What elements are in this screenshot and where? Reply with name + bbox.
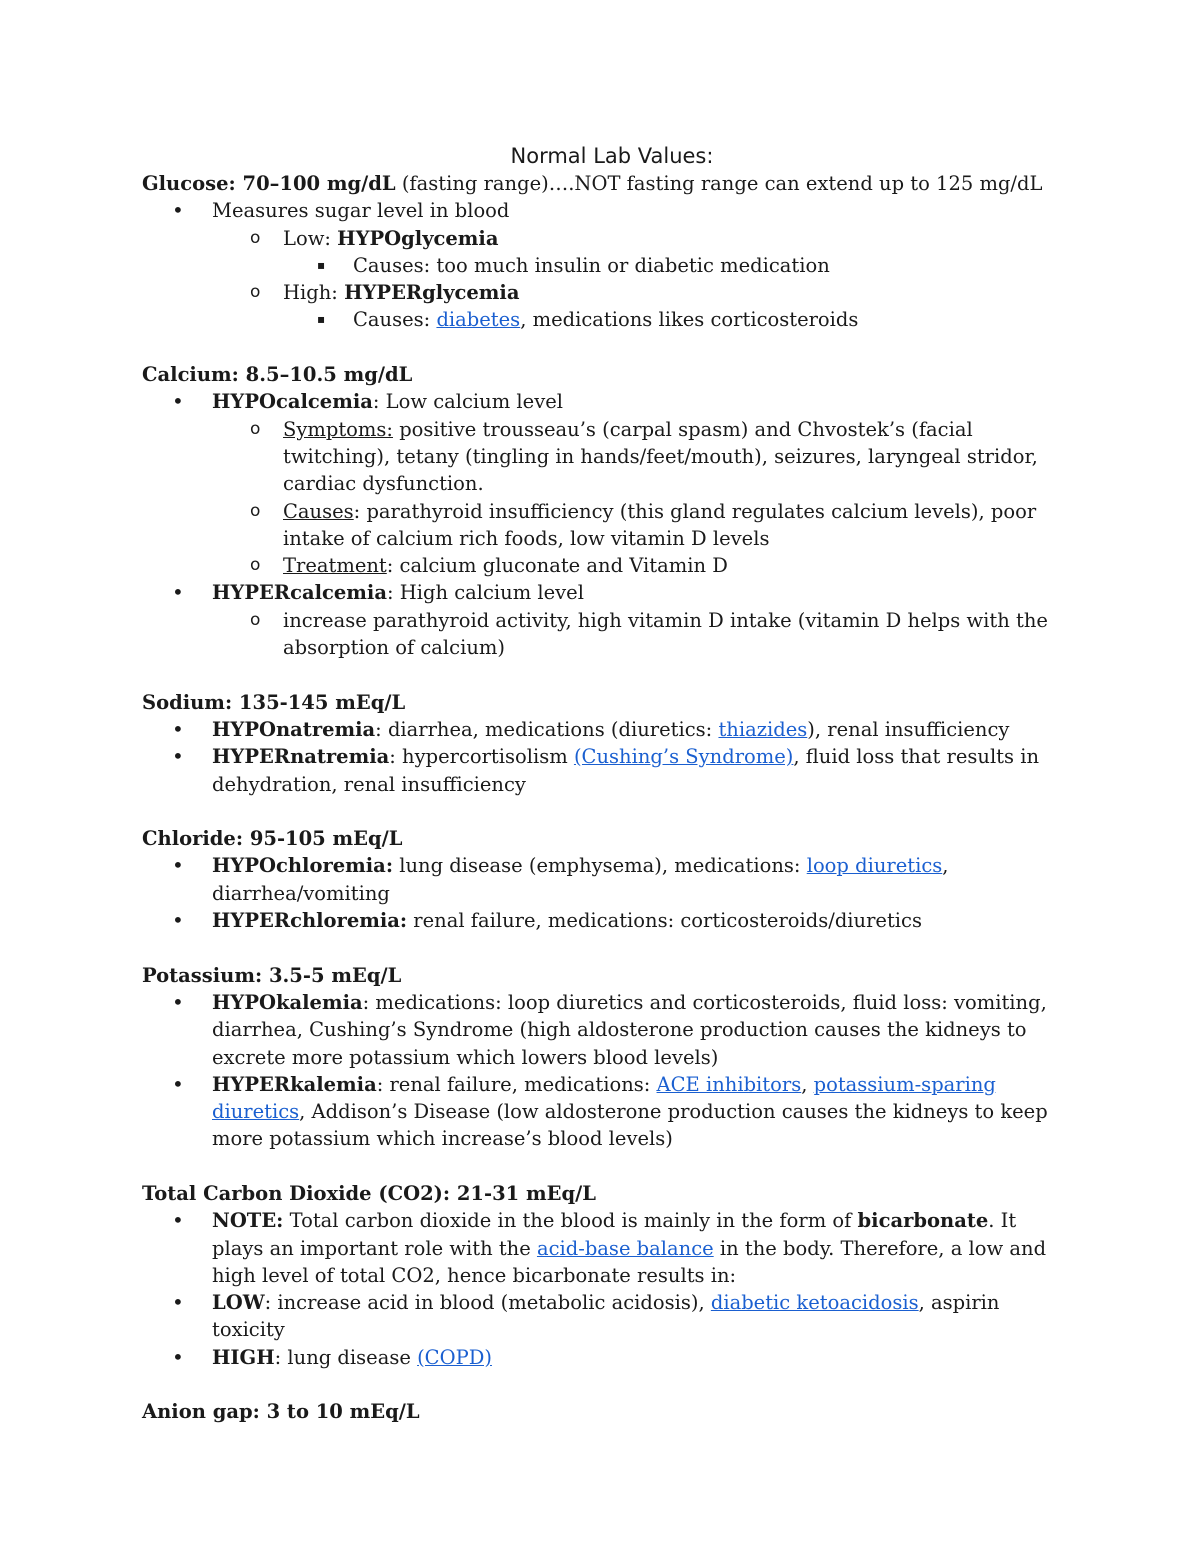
circle-marker: o [250,555,261,576]
hypokalemia-text: : medications: loop diuretics and corticosteroids, fluid loss: vomiting, diarrhea, Cushing’s Syndrome (high aldosterone production causes the kidneys to excrete more potassium which lowers blood levels) [212,990,1047,1069]
chloride-heading-text: Chloride: 95-105 mEq/L [142,827,403,851]
glucose-heading [142,170,1072,197]
link-thiazides[interactable]: thiazides [718,717,808,741]
bullet-marker: • [172,1071,184,1096]
bullet-marker: • [172,716,184,741]
list-item [142,225,1072,252]
anion-gap-heading [142,1398,1072,1425]
link-cushings-syndrome[interactable]: (Cushing’s Syndrome) [573,745,794,769]
hypokalemia-term: HYPOkalemia [212,990,363,1014]
list-item [142,989,1072,1071]
co2-list [142,1207,1072,1371]
co2-low-text: : increase acid in blood (metabolic acidosis), [264,1291,711,1315]
co2-high-text: : lung disease [274,1345,418,1369]
bullet-marker: • [172,989,184,1014]
hypernatremia-term: HYPERnatremia [212,745,390,769]
bicarbonate-term: bicarbonate [857,1209,989,1233]
hypochloremia-text: lung disease (emphysema), medications: [393,854,807,878]
link-diabetic-ketoacidosis[interactable]: diabetic ketoacidosis [710,1291,919,1315]
symptoms-text: positive trousseau’s (carpal spasm) and Chvostek’s (facial twitching), tetany (tingling in hands/feet/mouth), seizures, laryngeal stridor, cardiac dysfunction. [283,417,1038,496]
hyperkalemia-suffix: , Addison’s Disease (low aldosterone production causes the kidneys to keep more potassium which increase’s blood levels) [212,1100,1048,1151]
bullet-marker: • [172,580,184,605]
list-item [142,197,1072,224]
list-item [142,1071,1072,1153]
calcium-heading [142,361,1072,388]
chloride-heading [142,825,1072,852]
hyperchloremia-text: renal failure, medications: corticosteroids/diuretics [407,909,922,933]
co2-heading-text: Total Carbon Dioxide (CO2): 21-31 mEq/L [142,1181,596,1205]
list-item [142,388,1072,415]
circle-marker: o [250,418,261,439]
co2-note-suffix: in the body. Therefore, a low and high level of total CO2, hence bicarbonate results in: [212,1236,1047,1287]
link-diabetes[interactable]: diabetes [436,308,521,332]
calcium-heading-text: Calcium: 8.5–10.5 mg/dL [142,363,413,387]
glucose-list [142,197,1072,333]
potassium-heading [142,962,1072,989]
circle-marker: o [250,500,261,521]
symptoms-label: Symptoms: [283,417,393,441]
bullet-marker: • [172,1208,184,1233]
circle-marker: o [250,609,261,630]
hyponatremia-suffix: ), renal insufficiency [807,717,1010,741]
circle-marker: o [250,227,261,248]
list-item [142,743,1072,798]
page-title: Normal Lab Values: [510,144,714,168]
treatment-label: Treatment [283,554,387,578]
glucose-note: (fasting range)….NOT fasting range can extend up to 125 mg/dL [395,172,1043,195]
hyperglycemia-term: HYPERglycemia [344,281,520,305]
hypercalcemia-term: HYPERcalcemia [212,581,387,605]
glucose-label: Glucose: [142,172,243,195]
bullet-marker: • [172,389,184,414]
bullet-marker: • [172,1290,184,1315]
hyperkalemia-separator: , [801,1072,814,1096]
co2-note-middle: . It plays an important role with the [212,1209,1017,1260]
link-ace-inhibitors[interactable]: ACE inhibitors [656,1072,802,1096]
sodium-heading [142,689,1072,716]
link-potassium-sparing-diuretics[interactable]: potassium-sparing diuretics [212,1072,996,1124]
circle-marker: o [250,282,261,303]
potassium-list [142,989,1072,1153]
link-copd[interactable]: (COPD) [417,1345,492,1369]
list-item [142,716,1072,743]
list-item [142,607,1072,662]
hyperglycemia-causes-prefix: Causes: [353,308,437,332]
hypercalcemia-text: : High calcium level [386,581,584,605]
list-item [142,852,1072,907]
hyponatremia-term: HYPOnatremia [212,717,376,741]
square-marker: ▪ [317,257,326,272]
hypoglycemia-causes: Causes: too much insulin or diabetic medication [353,253,830,277]
chloride-list [142,852,1072,934]
link-acid-base-balance[interactable]: acid-base balance [536,1236,714,1260]
list-item [142,306,1072,333]
treatment-text: : calcium gluconate and Vitamin D [386,554,728,578]
anion-gap-heading-text: Anion gap: 3 to 10 mEq/L [142,1400,420,1424]
potassium-heading-text: Potassium: 3.5-5 mEq/L [142,963,402,987]
co2-high-label: HIGH [212,1345,275,1369]
list-item [142,252,1072,279]
co2-low-label: LOW [212,1291,265,1315]
hypocalcemia-text: : Low calcium level [372,390,563,414]
list-item [142,416,1072,498]
sodium-heading-text: Sodium: 135-145 mEq/L [142,690,406,714]
hypernatremia-suffix: , fluid loss that results in dehydration, renal insufficiency [212,745,1040,796]
sodium-list [142,716,1072,798]
list-item [142,907,1072,934]
link-loop-diuretics[interactable]: loop diuretics [806,854,943,878]
list-item [142,1289,1072,1344]
glucose-measures-text: Measures sugar level in blood [212,199,510,223]
hyperkalemia-term: HYPERkalemia [212,1072,377,1096]
co2-low-suffix: , aspirin toxicity [212,1291,1000,1342]
list-item [142,552,1072,579]
list-item [142,279,1072,306]
co2-note-text: Total carbon dioxide in the blood is mainly in the form of [283,1209,858,1233]
glucose-range: 70–100 mg/dL [242,172,396,195]
co2-heading [142,1180,1072,1207]
hypocalcemia-term: HYPOcalcemia [212,390,373,414]
hypernatremia-text: : hypercortisolism [389,745,574,769]
list-item [142,498,1072,553]
hyponatremia-text: : diarrhea, medications (diuretics: [375,717,719,741]
list-item [142,579,1072,606]
list-item [142,1344,1072,1371]
hypoglycemia-term: HYPOglycemia [337,226,499,250]
calcium-list [142,388,1072,661]
square-marker: ▪ [317,312,326,327]
glucose-low-label: Low: [283,226,338,250]
bullet-marker: • [172,744,184,769]
list-item [142,1207,1072,1289]
hyperkalemia-text: : renal failure, medications: [376,1072,657,1096]
bullet-marker: • [172,853,184,878]
bullet-marker: • [172,198,184,223]
glucose-high-label: High: [283,281,345,305]
document-body [142,142,1072,1426]
bullet-marker: • [172,908,184,933]
co2-note-label: NOTE: [212,1209,284,1233]
hypochloremia-suffix: , diarrhea/vomiting [212,854,949,905]
hypercalcemia-detail: increase parathyroid activity, high vitamin D intake (vitamin D helps with the absorption of calcium) [283,608,1048,660]
hypochloremia-term: HYPOchloremia: [212,854,394,878]
hyperglycemia-causes-suffix: , medications likes corticosteroids [520,308,859,332]
bullet-marker: • [172,1344,184,1369]
causes-label: Causes [283,499,354,523]
causes-text: : parathyroid insufficiency (this gland regulates calcium levels), poor intake of calcium rich foods, low vitamin D levels [283,499,1037,550]
hyperchloremia-term: HYPERchloremia: [212,909,408,933]
